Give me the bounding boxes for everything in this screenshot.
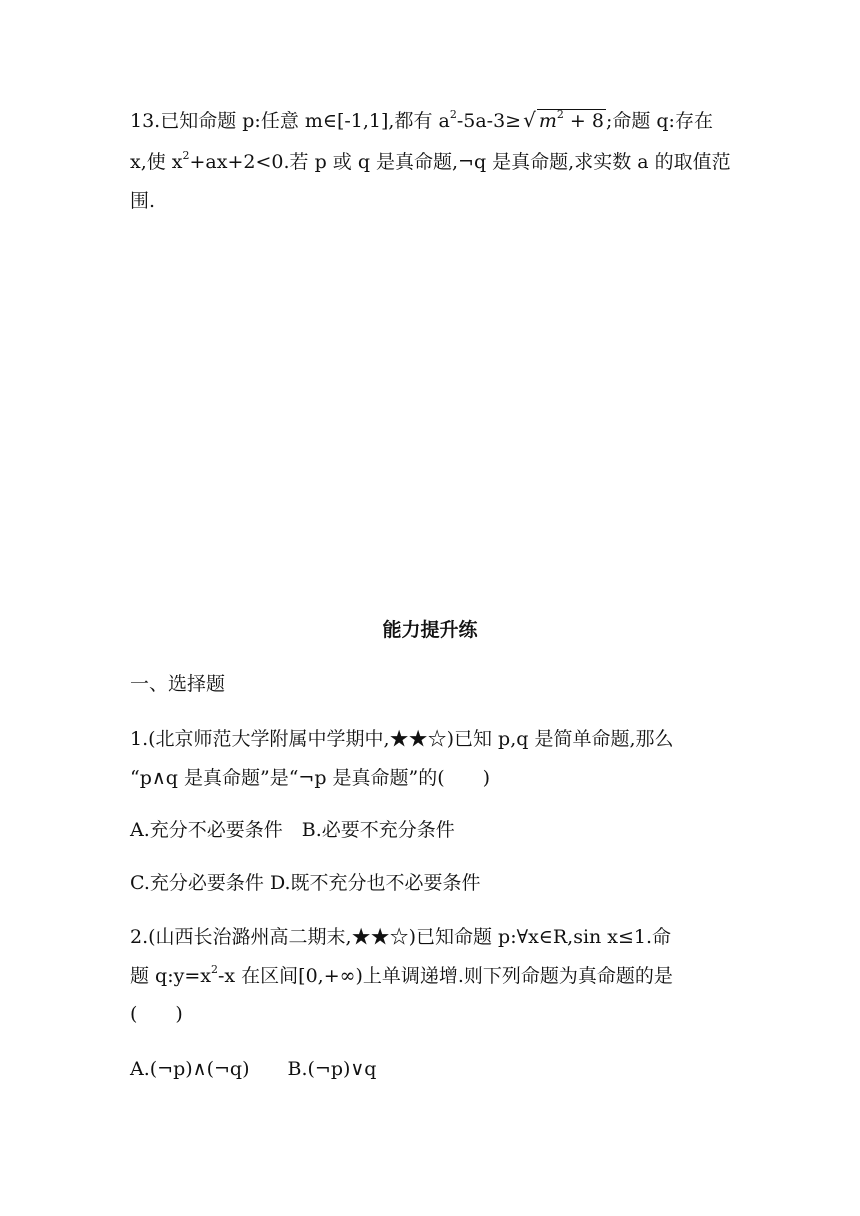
q2-line-3: ( ) xyxy=(130,1003,183,1025)
q1-line-1: 1.(北京师范大学附属中学期中,★★☆)已知 p,q 是简单命题,那么 xyxy=(130,728,674,750)
problem-13-line-2 xyxy=(130,150,731,174)
p13-line2-b: +ax+2<0.若 p 或 q 是真命题,¬q 是真命题,求实数 a 的取值范 xyxy=(189,151,731,173)
problem-13-line-1 xyxy=(130,108,713,133)
sqrt-icon: √ xyxy=(523,108,536,132)
q2-line-1: 2.(山西长治潞州高二期末,★★☆)已知命题 p:∀x∈R,sin x≤1.命 xyxy=(130,926,672,948)
q2-line2-b: -x 在区间[0,+∞)上单调递增.则下列命题为真命题的是 xyxy=(217,965,673,987)
sqrt-body xyxy=(537,109,606,132)
sqrt-variable: m xyxy=(538,110,557,132)
q1-options-ab: A.充分不必要条件 B.必要不充分条件 xyxy=(130,819,455,841)
q2-line-2 xyxy=(130,964,673,988)
p13-exponent: 2 xyxy=(449,107,457,121)
q2-line2-a: 题 q:y=x xyxy=(130,965,211,987)
p13-line2-exponent: 2 xyxy=(182,148,190,162)
q1-line-2: “p∧q 是真命题”是“¬p 是真命题”的( ) xyxy=(130,767,491,789)
sqrt-exponent: 2 xyxy=(556,107,564,121)
p13-text-b: -5a-3≥ xyxy=(456,110,522,132)
section-subtitle: 一、选择题 xyxy=(130,673,226,695)
p13-text-c: ;命题 q:存在 xyxy=(605,110,713,132)
p13-line2-a: x,使 x xyxy=(130,151,183,173)
sqrt-expression xyxy=(521,108,606,133)
q2-options-ab: A.(¬p)∧(¬q) B.(¬p)∨q xyxy=(130,1058,377,1080)
sqrt-constant: + 8 xyxy=(563,110,604,132)
problem-13-line-3: 围. xyxy=(130,190,156,212)
section-title: 能力提升练 xyxy=(382,619,478,641)
p13-text-a: 13.已知命题 p:任意 m∈[-1,1],都有 a xyxy=(130,110,450,132)
q2-line2-exponent: 2 xyxy=(210,962,218,976)
q1-options-cd: C.充分必要条件 D.既不充分也不必要条件 xyxy=(130,872,481,894)
